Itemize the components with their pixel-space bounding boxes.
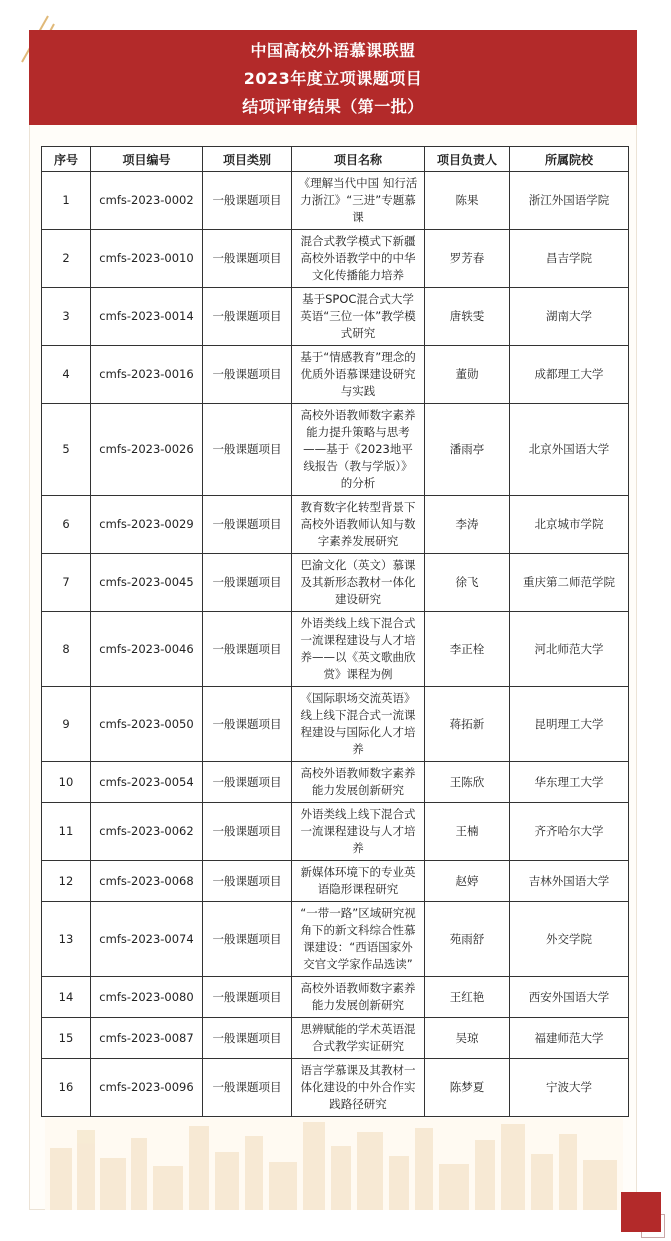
title-line-1: 中国高校外语慕课联盟 (250, 41, 416, 60)
cell-leader: 唐轶雯 (425, 288, 510, 346)
cell-project-name: 高校外语教师数字素养能力提升策略与思考——基于《2023地平线报告（教与学版）》的分析 (292, 404, 425, 496)
cell-leader: 王楠 (425, 803, 510, 861)
column-header-no: 序号 (42, 147, 91, 172)
cell-no: 7 (42, 554, 91, 612)
cell-no: 12 (42, 861, 91, 902)
cell-leader: 赵婷 (425, 861, 510, 902)
cell-school: 昌吉学院 (510, 230, 629, 288)
column-header-school: 所属院校 (510, 147, 629, 172)
cell-leader: 李正栓 (425, 612, 510, 687)
cell-leader: 王红艳 (425, 977, 510, 1018)
cell-no: 4 (42, 346, 91, 404)
cell-school: 西安外国语大学 (510, 977, 629, 1018)
cell-project-name: 外语类线上线下混合式一流课程建设与人才培养 (292, 803, 425, 861)
cell-no: 9 (42, 687, 91, 762)
cell-code: cmfs-2023-0014 (91, 288, 203, 346)
cell-project-name: 《理解当代中国 知行活力浙江》“三进”专题慕课 (292, 172, 425, 230)
table-row (42, 554, 629, 612)
cell-project-name: 混合式教学模式下新疆高校外语教学中的中华文化传播能力培养 (292, 230, 425, 288)
table-row (42, 902, 629, 977)
cell-type: 一般课题项目 (203, 861, 292, 902)
table-row (42, 230, 629, 288)
title-line-3: 结项评审结果（第一批） (242, 97, 424, 116)
cell-no: 15 (42, 1018, 91, 1059)
cell-school: 浙江外国语学院 (510, 172, 629, 230)
cell-type: 一般课题项目 (203, 1059, 292, 1117)
cell-school: 成都理工大学 (510, 346, 629, 404)
table-row (42, 404, 629, 496)
cell-type: 一般课题项目 (203, 230, 292, 288)
table-row (42, 762, 629, 803)
cell-type: 一般课题项目 (203, 346, 292, 404)
cell-no: 5 (42, 404, 91, 496)
cell-project-name: 新媒体环境下的专业英语隐形课程研究 (292, 861, 425, 902)
cell-no: 1 (42, 172, 91, 230)
table-body (42, 172, 629, 1117)
cell-code: cmfs-2023-0054 (91, 762, 203, 803)
cell-project-name: 外语类线上线下混合式一流课程建设与人才培养——以《英文歌曲欣赏》课程为例 (292, 612, 425, 687)
cell-code: cmfs-2023-0096 (91, 1059, 203, 1117)
title-line-2: 2023年度立项课题项目 (243, 69, 423, 88)
cell-project-name: 教育数字化转型背景下高校外语教师认知与数字素养发展研究 (292, 496, 425, 554)
table-header-row (42, 147, 629, 172)
cell-code: cmfs-2023-0080 (91, 977, 203, 1018)
cell-leader: 陈梦夏 (425, 1059, 510, 1117)
column-header-name: 项目名称 (292, 147, 425, 172)
cell-no: 14 (42, 977, 91, 1018)
cell-no: 2 (42, 230, 91, 288)
cell-code: cmfs-2023-0045 (91, 554, 203, 612)
cell-type: 一般课题项目 (203, 612, 292, 687)
results-table (41, 146, 629, 1117)
cell-leader: 李涛 (425, 496, 510, 554)
cell-code: cmfs-2023-0002 (91, 172, 203, 230)
column-header-code: 项目编号 (91, 147, 203, 172)
cell-school: 华东理工大学 (510, 762, 629, 803)
cell-school: 北京城市学院 (510, 496, 629, 554)
table-row (42, 687, 629, 762)
cell-school: 吉林外国语大学 (510, 861, 629, 902)
cell-no: 16 (42, 1059, 91, 1117)
cell-code: cmfs-2023-0062 (91, 803, 203, 861)
cell-code: cmfs-2023-0087 (91, 1018, 203, 1059)
table-row (42, 861, 629, 902)
cell-project-name: 高校外语教师数字素养能力发展创新研究 (292, 977, 425, 1018)
cell-school: 齐齐哈尔大学 (510, 803, 629, 861)
cell-leader: 罗芳春 (425, 230, 510, 288)
cell-project-name: 语言学慕课及其教材一体化建设的中外合作实践路径研究 (292, 1059, 425, 1117)
cell-code: cmfs-2023-0046 (91, 612, 203, 687)
title-banner (29, 30, 637, 125)
cell-leader: 陈果 (425, 172, 510, 230)
column-header-leader: 项目负责人 (425, 147, 510, 172)
cell-school: 昆明理工大学 (510, 687, 629, 762)
cell-school: 湖南大学 (510, 288, 629, 346)
cell-project-name: 基于“情感教育”理念的优质外语慕课建设研究与实践 (292, 346, 425, 404)
cell-code: cmfs-2023-0026 (91, 404, 203, 496)
cell-school: 重庆第二师范学院 (510, 554, 629, 612)
cell-school: 外交学院 (510, 902, 629, 977)
cell-type: 一般课题项目 (203, 172, 292, 230)
cell-code: cmfs-2023-0029 (91, 496, 203, 554)
cell-code: cmfs-2023-0016 (91, 346, 203, 404)
cell-code: cmfs-2023-0010 (91, 230, 203, 288)
cell-no: 8 (42, 612, 91, 687)
cell-type: 一般课题项目 (203, 902, 292, 977)
cell-code: cmfs-2023-0050 (91, 687, 203, 762)
cell-no: 13 (42, 902, 91, 977)
cell-type: 一般课题项目 (203, 762, 292, 803)
table-row (42, 977, 629, 1018)
city-skyline-decoration (45, 1118, 623, 1210)
cell-type: 一般课题项目 (203, 496, 292, 554)
cell-leader: 董勋 (425, 346, 510, 404)
cell-type: 一般课题项目 (203, 404, 292, 496)
cell-code: cmfs-2023-0068 (91, 861, 203, 902)
cell-no: 10 (42, 762, 91, 803)
cell-project-name: 基于SPOC混合式大学英语“三位一体”教学模式研究 (292, 288, 425, 346)
table-row (42, 803, 629, 861)
cell-project-name: 巴渝文化（英文）慕课及其新形态教材一体化建设研究 (292, 554, 425, 612)
table-row (42, 288, 629, 346)
cell-type: 一般课题项目 (203, 687, 292, 762)
table-row (42, 612, 629, 687)
cell-leader: 潘雨亭 (425, 404, 510, 496)
cell-leader: 徐飞 (425, 554, 510, 612)
cell-no: 3 (42, 288, 91, 346)
cell-project-name: 《国际职场交流英语》线上线下混合式一流课程建设与国际化人才培养 (292, 687, 425, 762)
cell-leader: 苑雨舒 (425, 902, 510, 977)
table-row (42, 1059, 629, 1117)
cell-project-name: 高校外语教师数字素养能力发展创新研究 (292, 762, 425, 803)
cell-type: 一般课题项目 (203, 1018, 292, 1059)
table-row (42, 496, 629, 554)
cell-school: 福建师范大学 (510, 1018, 629, 1059)
table-row (42, 1018, 629, 1059)
cell-school: 宁波大学 (510, 1059, 629, 1117)
corner-red-square (621, 1192, 661, 1232)
table-row (42, 346, 629, 404)
table-row (42, 172, 629, 230)
cell-project-name: 思辨赋能的学术英语混合式教学实证研究 (292, 1018, 425, 1059)
cell-leader: 吴琼 (425, 1018, 510, 1059)
column-header-type: 项目类别 (203, 147, 292, 172)
cell-type: 一般课题项目 (203, 554, 292, 612)
cell-type: 一般课题项目 (203, 977, 292, 1018)
results-table-container (41, 146, 628, 1117)
cell-type: 一般课题项目 (203, 288, 292, 346)
cell-project-name: “一带一路”区域研究视角下的新文科综合性慕课建设：“西语国家外交官文学家作品选读” (292, 902, 425, 977)
cell-school: 河北师范大学 (510, 612, 629, 687)
cell-leader: 蒋拓新 (425, 687, 510, 762)
cell-no: 6 (42, 496, 91, 554)
cell-leader: 王陈欣 (425, 762, 510, 803)
cell-no: 11 (42, 803, 91, 861)
cell-type: 一般课题项目 (203, 803, 292, 861)
cell-school: 北京外国语大学 (510, 404, 629, 496)
cell-code: cmfs-2023-0074 (91, 902, 203, 977)
